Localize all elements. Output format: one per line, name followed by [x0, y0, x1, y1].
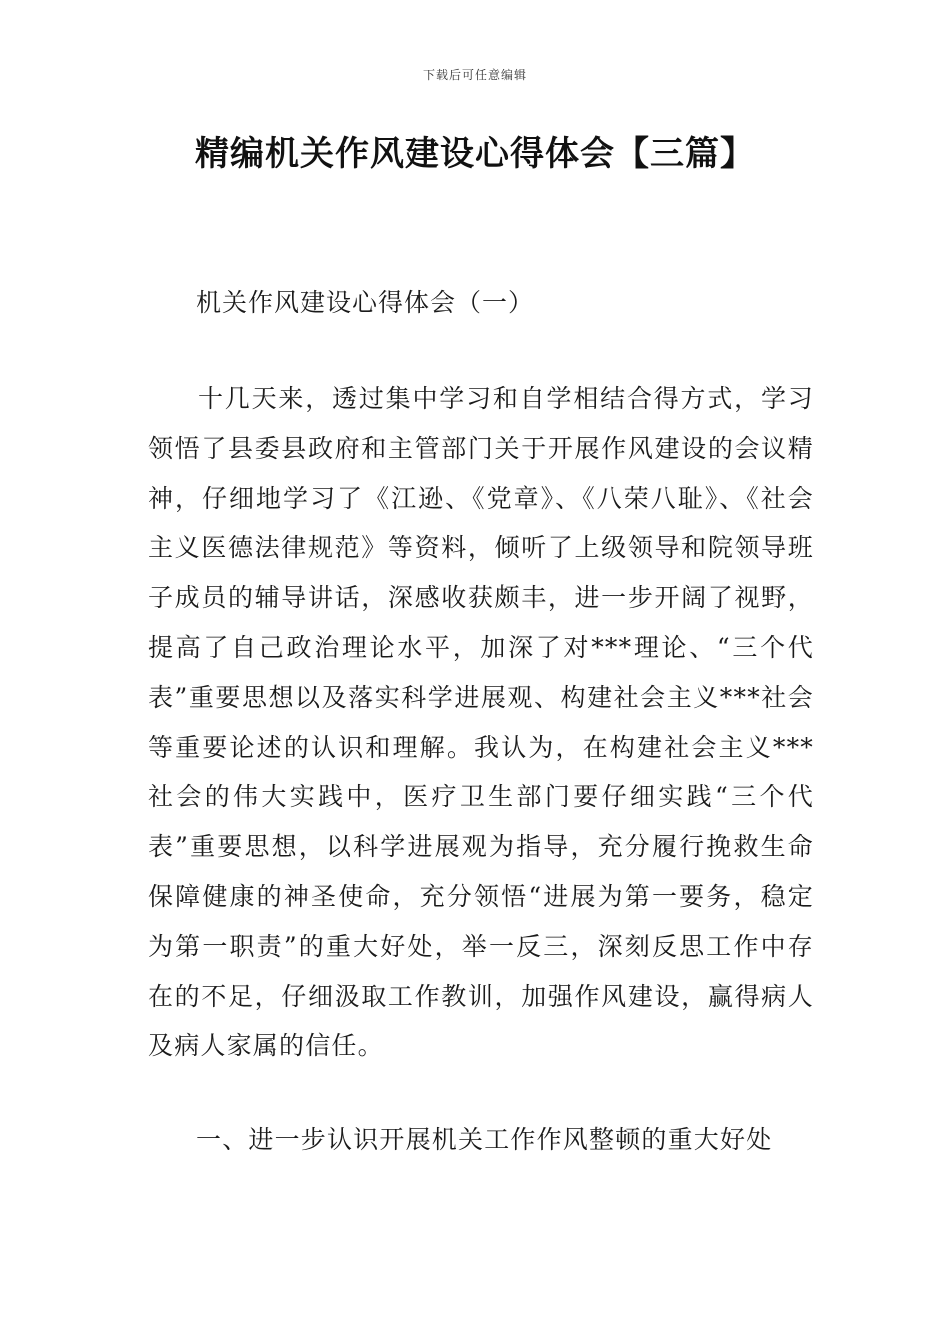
section-title: 机关作风建设心得体会（一）: [196, 288, 535, 317]
document-title: 精编机关作风建设心得体会【三篇】: [195, 134, 755, 174]
header-note: 下载后可任意编辑: [422, 68, 527, 82]
body-paragraph: 十几天来，透过集中学习和自学相结合得方式，学习领悟了县委县政府和主管部门关于开展作风建设的会议精神，仔细地学习了《江逊、《党章》、《八荣八耻》、《社会主义医德法律规范》等资料，倾听了上级领导和院领导班子成员的辅导讲话，深感收获颇丰，进一步开阔了视野，提高了自己政治理论水平，加深了对***理论、“三个代表”重要思想以及落实科学进展观、构建社会主义***社会等重要论述的认识和理解。我认为，在构建社会主义***社会的伟大实践中，医疗卫生部门要仔细实践“三个代表”重要思想，以科学进展观为指导，充分履行挽救生命保障健康的神圣使命，充分领悟“进展为第一要务，稳定为第一职责”的重大好处，举一反三，深刻反思工作中存在的不足，仔细汲取工作教训，加强作风建设，赢得病人及病人家属的信任。: [148, 384, 814, 1061]
subheading: 一、进一步认识开展机关工作作风整顿的重大好处: [196, 1125, 773, 1154]
